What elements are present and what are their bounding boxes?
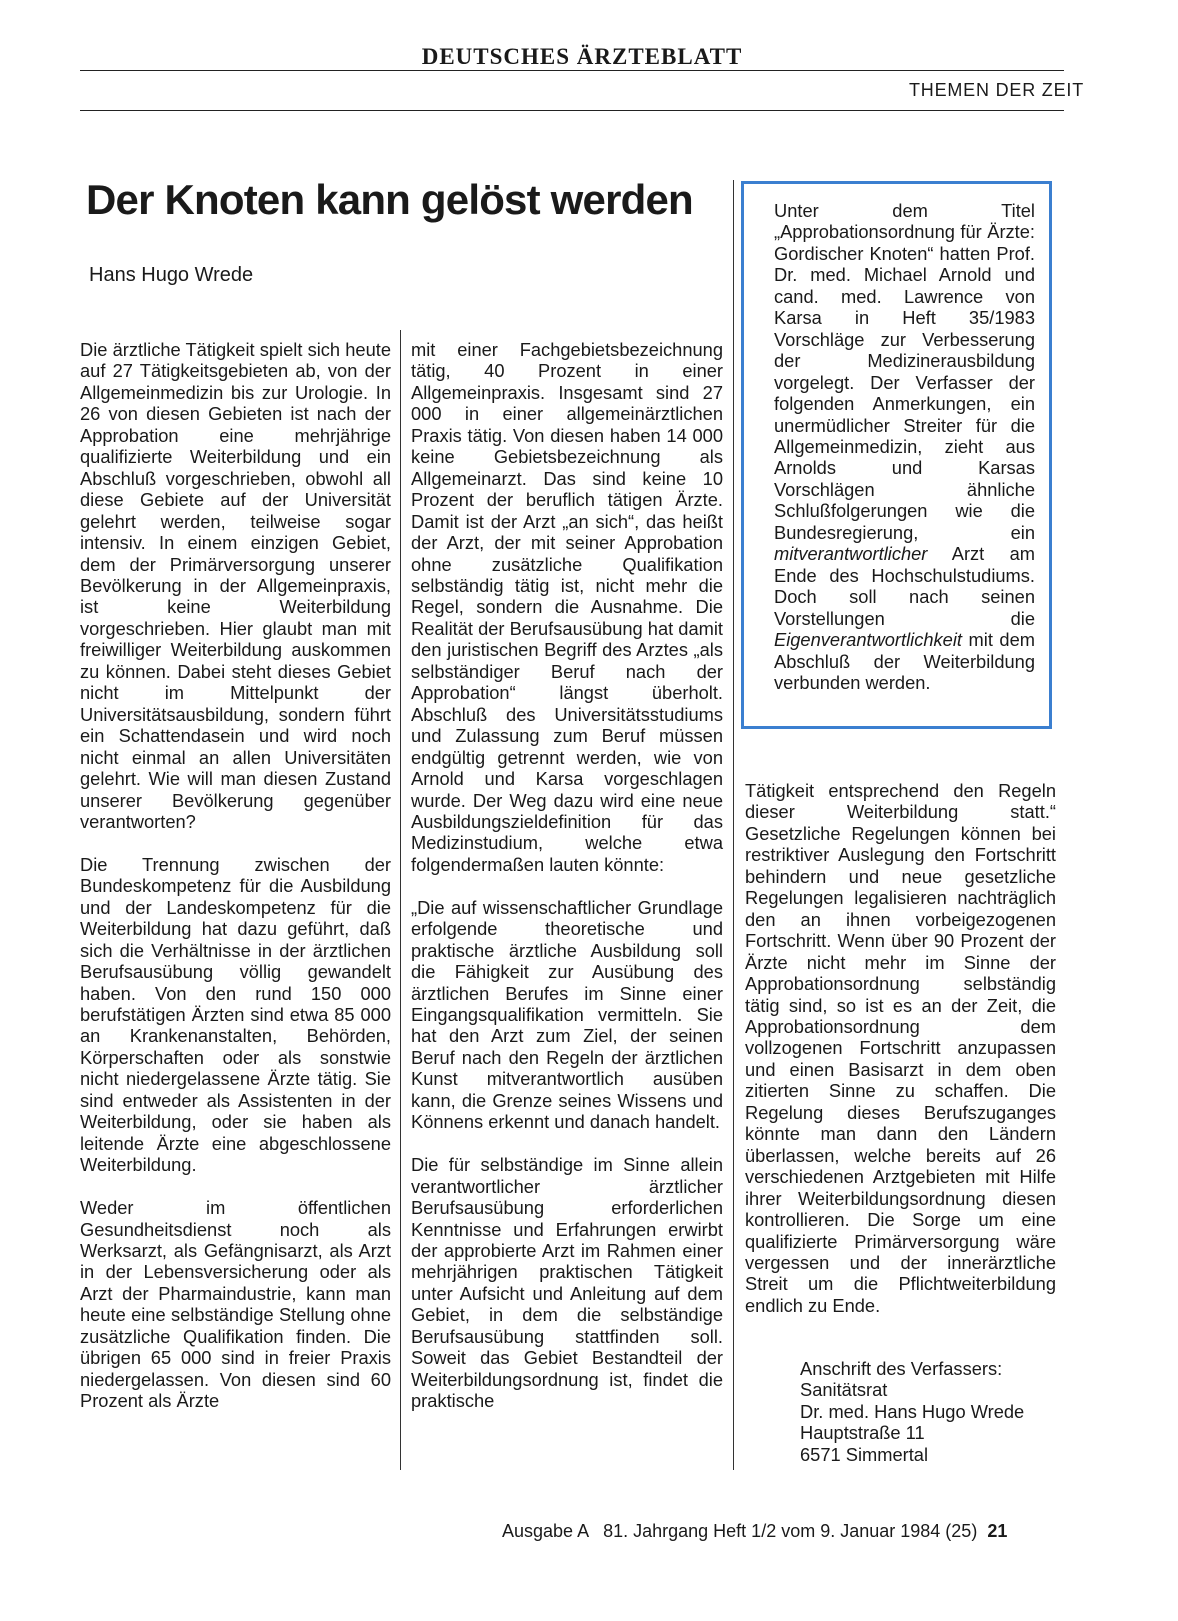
address-line: Sanitätsrat [800,1379,888,1401]
footer-citation: Ausgabe A 81. Jahrgang Heft 1/2 vom 9. Januar 1984 (25) [502,1521,978,1541]
article-headline: Der Knoten kann gelöst werden [86,176,693,223]
column-divider [400,330,401,1470]
column-divider [733,180,734,1470]
address-line: Dr. med. Hans Hugo Wrede [800,1400,1025,1422]
section-label: THEMEN DER ZEIT [908,80,1084,100]
paragraph: Die ärztliche Tätigkeit spielt sich heute auf 27 Tätigkeitsgebieten ab, von der Allgemeinmedizin bis zur Urologie. In 26 von diesen Gebieten ist nach der Approbation eine mehrjährige qualifizierte Weiterbildung und ein Abschluß vorgeschrieben, obwohl all diese Gebiete auf der Universität gelehrt werden, teilweise sogar intensiv. In einem einzigen Gebiet, dem der Primärversorgung unserer Bevölkerung in der Allgemeinpraxis, ist keine Weiterbildung vorgeschrieben. Hier glaubt man mit freiwilliger Weiterbildung auskommen zu können. Dabei steht dieses Gebiet nicht im Mittelpunkt der Universitätsausbildung, sondern führt ein Schattendasein und wird noch nicht einmal an allen Universitäten gelehrt. Wie will man diesen Zustand unserer Bevölkerung gegenüber verantworten? [80,339,391,832]
author-address [800,1358,1024,1465]
address-line: 6571 Simmertal [800,1443,929,1465]
info-emphasis: Eigenverantwortlichkeit [774,629,962,651]
info-text: mit dem Abschluß der Weiterbildung verbunden werden. [774,629,1035,693]
paragraph: „Die auf wissenschaftlicher Grundlage erfolgende theoretische und praktische ärztliche Ausbildung soll die Fähigkeit zur Ausübung des ärztlichen Berufes im Sinne einer Eingangsqualifikation vermitteln. Sie hat den Arzt zum Ziel, der seinen Beruf nach den Regeln der ärztlichen Kunst mitverantwortlich ausüben kann, die Grenze seines Wissens und Könnens erkennt und danach handelt. [411,896,723,1133]
page-number: 21 [987,1521,1008,1541]
info-text: Arzt am Ende des Hochschulstudiums. Doch soll nach seinen Vorstellungen die [774,543,1035,629]
address-line: Hauptstraße 11 [800,1422,925,1444]
page-footer [502,1521,1007,1542]
paragraph: Die Trennung zwischen der Bundeskompetenz für die Ausbildung und der Landeskompetenz für die Weiterbildung hat dazu geführt, daß sich die Verhältnisse in der ärztlichen Berufsausübung völlig gewandelt haben. Von den rund 150 000 berufstätigen Ärzten sind etwa 85 000 an Krankenanstalten, Behörden, Körperschaften oder als sonstwie nicht niedergelassene Ärzte tätig. Sie sind entweder als Assistenten in der Weiterbildung, oder sie haben als leitende Ärzte eine abgeschlossene Weiterbildung. [80,853,391,1176]
paragraph: Tätigkeit entsprechend den Regeln dieser Weiterbildung statt.“ Gesetzliche Regelungen können bei restriktiver Auslegung den Fortschritt behindern und neue gesetzliche Regelungen legalisieren nachträglich den an ihnen vorbeigezogenen Fortschritt. Wenn über 90 Prozent der Ärzte nicht mehr im Sinne der Approbationsordnung selbständig tätig sind, so ist es an der Zeit, die Approbationsordnung dem vollzogenen Fortschritt anzupassen und einen Basisarzt in dem oben zitierten Sinne zu schaffen. Die Regelung dieses Berufszuganges könnte man dann den Ländern überlassen, welche bereits auf 26 verschiedenen Arztgebieten mit Hilfe ihrer Weiterbildungsordnung diesen kontrollieren. Die Sorge um eine qualifizierte Primärversorgung wäre vergessen und der innerärztliche Streit um die Pflichtweiterbildung endlich zu Ende. [745,780,1056,1316]
info-emphasis: mitverantwortlicher [774,543,928,565]
paragraph: Weder im öffentlichen Gesundheitsdienst noch als Werksarzt, als Gefängnisarzt, als Arzt in der Lebensversicherung oder als Arzt der Pharmaindustrie, kann man heute eine selbständige Stellung ohne zusätzliche Qualifikation finden. Die übrigen 65 000 sind in freier Praxis niedergelassen. Von diesen sind 60 Prozent als Ärzte [80,1197,391,1412]
info-box [741,181,1052,729]
paragraph: mit einer Fachgebietsbezeichnung tätig, 40 Prozent in einer Allgemeinpraxis. Insgesamt sind 27 000 in einer allgemeinärztlichen Praxis tätig. Von diesen haben 14 000 keine Gebietsbezeichnung als Allgemeinarzt. Das sind keine 10 Prozent der beruflich tätigen Ärzte. Damit ist der Arzt „an sich“, das heißt der Arzt, der mit seiner Approbation ohne zusätzliche Qualifikation selbständig tätig ist, nicht mehr die Regel, sondern die Ausnahme. Die Realität der Berufsausübung hat damit den juristischen Begriff des Arztes „als selbständiger Beruf nach der Approbation“ längst überholt. Abschluß des Universitätsstudiums und Zulassung zum Beruf müssen endgültig getrennt werden, wie von Arnold und Karsa vorgeschlagen wurde. Der Weg dazu wird eine neue Ausbildungszieldefinition für das Medizinstudium, welche etwa folgendermaßen lauten könnte: [411,339,723,875]
header-rule [80,110,1064,111]
article-column-2 [411,339,723,1433]
article-column-1 [80,339,391,1433]
info-text: Unter dem Titel „Approbationsordnung für Ärzte: Gordischer Knoten“ hatten Prof. Dr. med. Michael Arnold und cand. med. Lawrence von Karsa in Heft 35/1983 Vorschläge zur Verbesserung der Medizinerausbildung vorgelegt. Der Verfasser der folgenden Anmerkungen, ein unermüdlicher Streiter für die Allgemeinmedizin, zieht aus Arnolds und Karsas Vorschlägen ähnliche Schlußfolgerungen wie die Bundesregierung, ein [774,200,1035,543]
masthead: DEUTSCHES ÄRZTEBLATT [421,44,743,69]
article-author: Hans Hugo Wrede [89,264,254,286]
address-heading: Anschrift des Verfassers: [800,1358,1003,1379]
article-column-3 [745,780,1056,1338]
masthead-rule [80,70,1064,71]
paragraph: Die für selbständige im Sinne allein verantwortlicher ärztlicher Berufsausübung erforderlichen Kenntnisse und Erfahrungen erwirbt der approbierte Arzt im Rahmen einer mehrjährigen praktischen Tätigkeit unter Aufsicht und Anleitung auf dem Gebiet, in dem die selbständige Berufsausübung stattfinden soll. Soweit das Gebiet Bestandteil der Weiterbildungsordnung ist, findet die praktische [411,1154,723,1412]
